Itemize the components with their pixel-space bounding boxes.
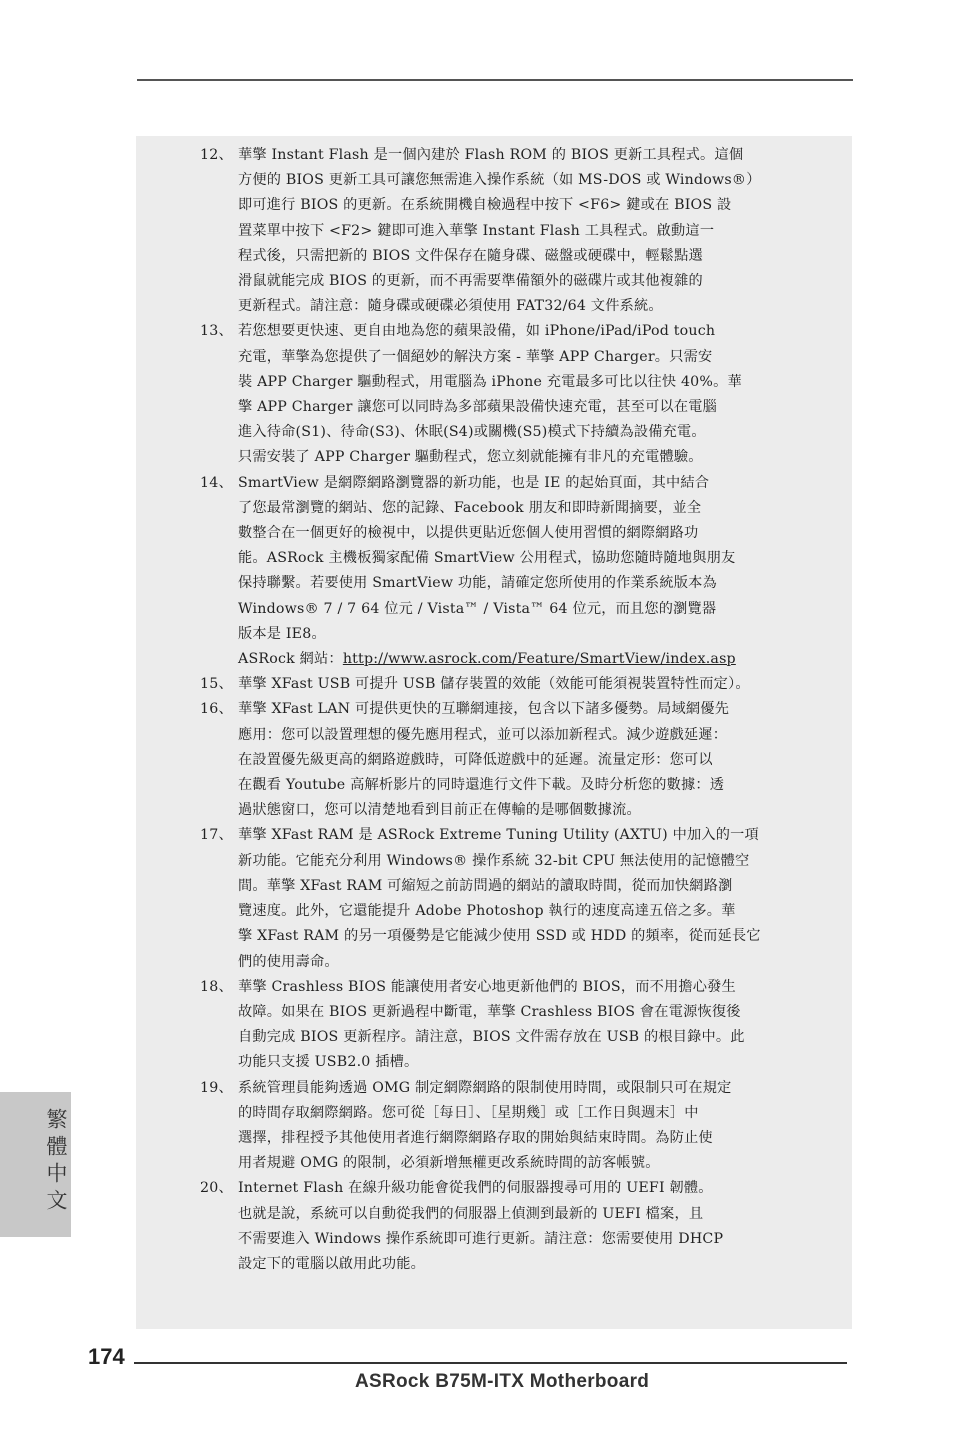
list-item	[200, 975, 800, 1076]
text-line: 也就是說，系統可以自動從我們的伺服器上偵測到最新的 UEFI 檔案，且	[238, 1205, 704, 1222]
item-number: 14、	[200, 474, 233, 491]
item-text	[238, 1176, 800, 1277]
text-line: SmartView 是網際網路瀏覽器的新功能，也是 IE 的起始頁面，其中結合	[238, 474, 710, 491]
text-line: 系統管理員能夠透過 OMG 制定網際網路的限制使用時間，或限制只可在規定	[238, 1079, 732, 1096]
item-text	[238, 319, 800, 470]
text-line: 能。ASRock 主機板獨家配備 SmartView 公用程式，協助您隨時隨地與朋友	[238, 550, 736, 567]
list-item	[200, 471, 800, 673]
text-line: 保持聯繫。若要使用 SmartView 功能，請確定您所使用的作業系統版本為	[238, 575, 717, 592]
item-number: 13、	[200, 323, 233, 340]
text-line: 功能只支援 USB2.0 插槽。	[238, 1054, 419, 1071]
item-text	[238, 1076, 800, 1177]
language-tab-label: 繁體中文	[44, 1108, 68, 1216]
item-text	[238, 697, 800, 823]
list-item	[200, 1176, 800, 1277]
list-item	[200, 672, 800, 697]
text-line: 版本是 IE8。	[238, 625, 326, 642]
text-line: 若您想要更快速、更自由地為您的蘋果設備，如 iPhone/iPad/iPod touch	[238, 323, 716, 340]
feature-list	[200, 143, 800, 1277]
text-line: Internet Flash 在線升級功能會從我們的伺服器搜尋可用的 UEFI 韌體。	[238, 1180, 713, 1197]
text-line: 數整合在一個更好的檢視中，以提供更貼近您個人使用習慣的網際網路功	[238, 525, 699, 542]
text-line: 選擇，排程授予其他使用者進行網際網路存取的開始與結束時間。為防止使	[238, 1129, 713, 1146]
text-line: 過狀態窗口，您可以清楚地看到目前正在傳輸的是哪個數據流。	[238, 802, 641, 819]
text-line: 華擎 Instant Flash 是一個內建於 Flash ROM 的 BIOS 更新工具程式。這個	[238, 147, 744, 163]
text-line: 們的使用壽命。	[238, 953, 339, 970]
text-line: 的時間存取網際網路。您可從［每日］、［星期幾］或［工作日與週末］中	[238, 1104, 699, 1121]
list-item	[200, 319, 800, 470]
text-line: 華擎 XFast RAM 是 ASRock Extreme Tuning Utility (AXTU) 中加入的一項	[238, 827, 759, 844]
website-line	[238, 647, 800, 672]
text-line: 擎 APP Charger 讓您可以同時為多部蘋果設備快速充電，甚至可以在電腦	[238, 399, 718, 416]
text-line: 程式後，只需把新的 BIOS 文件保存在隨身碟、磁盤或硬碟中，輕鬆點選	[238, 247, 703, 264]
text-line: 進入待命(S1)、待命(S3)、休眠(S4)或關機(S5)模式下持續為設備充電。	[238, 424, 706, 441]
text-line: 置菜單中按下 <F2> 鍵即可進入華擎 Instant Flash 工具程式。啟動這一	[238, 222, 715, 239]
item-number: 12、	[200, 147, 233, 163]
text-line: 擎 XFast RAM 的另一項優勢是它能減少使用 SSD 或 HDD 的頻率，從而延長它	[238, 928, 761, 945]
text-line: Windows® 7 / 7 64 位元 / Vista™ / Vista™ 64 位元，而且您的瀏覽器	[238, 600, 717, 617]
list-item	[200, 823, 800, 974]
text-line: 裝 APP Charger 驅動程式，用電腦為 iPhone 充電最多可比以往快 40%。華	[238, 373, 742, 390]
website-label: ASRock 網站：	[238, 651, 343, 668]
item-text	[238, 143, 800, 319]
text-line: 設定下的電腦以啟用此功能。	[238, 1255, 426, 1272]
text-line: 華擎 XFast USB 可提升 USB 儲存裝置的效能（效能可能須視裝置特性而定）。	[238, 676, 750, 693]
text-line: 充電，華擎為您提供了一個絕妙的解決方案 - 華擎 APP Charger。只需安	[238, 348, 713, 365]
text-line: 間。華擎 XFast RAM 可縮短之前訪問過的網站的讀取時間，從而加快網路瀏	[238, 877, 733, 894]
list-item	[200, 1076, 800, 1177]
list-item	[200, 697, 800, 823]
text-line: 只需安裝了 APP Charger 驅動程式，您立刻就能擁有非凡的充電體驗。	[238, 449, 703, 466]
bottom-rule	[134, 1362, 847, 1364]
item-text	[238, 823, 800, 974]
item-number: 20、	[200, 1180, 233, 1197]
text-line: 方便的 BIOS 更新工具可讓您無需進入操作系統（如 MS-DOS 或 Windows®）	[238, 172, 761, 189]
item-text	[238, 975, 800, 1076]
item-number: 17、	[200, 827, 233, 844]
language-tab	[0, 1092, 71, 1237]
footer-title: ASRock B75M-ITX Motherboard	[355, 1371, 650, 1392]
text-line: 更新程式。請注意：隨身碟或硬碟必須使用 FAT32/64 文件系統。	[238, 298, 663, 315]
text-line: 華擎 Crashless BIOS 能讓使用者安心地更新他們的 BIOS，而不用擔心發生	[238, 978, 736, 995]
item-number: 19、	[200, 1079, 233, 1096]
text-line: 用者規避 OMG 的限制，必須新增無權更改系統時間的訪客帳號。	[238, 1155, 660, 1172]
text-line: 自動完成 BIOS 更新程序。請注意，BIOS 文件需存放在 USB 的根目錄中。此	[238, 1029, 745, 1046]
text-line: 在觀看 Youtube 高解析影片的同時還進行文件下載。及時分析您的數據：透	[238, 777, 725, 794]
list-item	[200, 143, 800, 319]
text-line: 故障。如果在 BIOS 更新過程中斷電，華擎 Crashless BIOS 會在電源恢復後	[238, 1003, 741, 1020]
text-line: 即可進行 BIOS 的更新。在系統開機自檢過程中按下 <F6> 鍵或在 BIOS 設	[238, 197, 732, 214]
text-line: 覽速度。此外，它還能提升 Adobe Photoshop 執行的速度高達五倍之多。華	[238, 903, 736, 920]
smartview-url-link[interactable]: http://www.asrock.com/Feature/SmartView/index.asp	[342, 651, 736, 668]
page-number: 174	[88, 1344, 125, 1369]
item-number: 16、	[200, 701, 233, 718]
text-line: 在設置優先級更高的網路遊戲時，可降低遊戲中的延遲。流量定形：您可以	[238, 751, 713, 768]
text-line: 不需要進入 Windows 操作系統即可進行更新。請注意：您需要使用 DHCP	[238, 1230, 724, 1247]
top-rule	[137, 79, 853, 81]
text-line: 華擎 XFast LAN 可提供更快的互聯網連接，包含以下諸多優勢。局域網優先	[238, 701, 730, 718]
text-line: 應用：您可以設置理想的優先應用程式，並可以添加新程式。減少遊戲延遲：	[238, 726, 728, 743]
item-text	[238, 672, 800, 697]
text-line: 滑鼠就能完成 BIOS 的更新，而不再需要準備額外的磁碟片或其他複雜的	[238, 273, 703, 290]
text-line: 了您最常瀏覽的網站、您的記錄、Facebook 朋友和即時新聞摘要，並全	[238, 499, 702, 516]
item-number: 18、	[200, 978, 233, 995]
text-line: 新功能。它能充分利用 Windows® 操作系統 32-bit CPU 無法使用的記憶體空	[238, 852, 750, 869]
item-number: 15、	[200, 676, 233, 693]
item-text	[238, 471, 800, 647]
